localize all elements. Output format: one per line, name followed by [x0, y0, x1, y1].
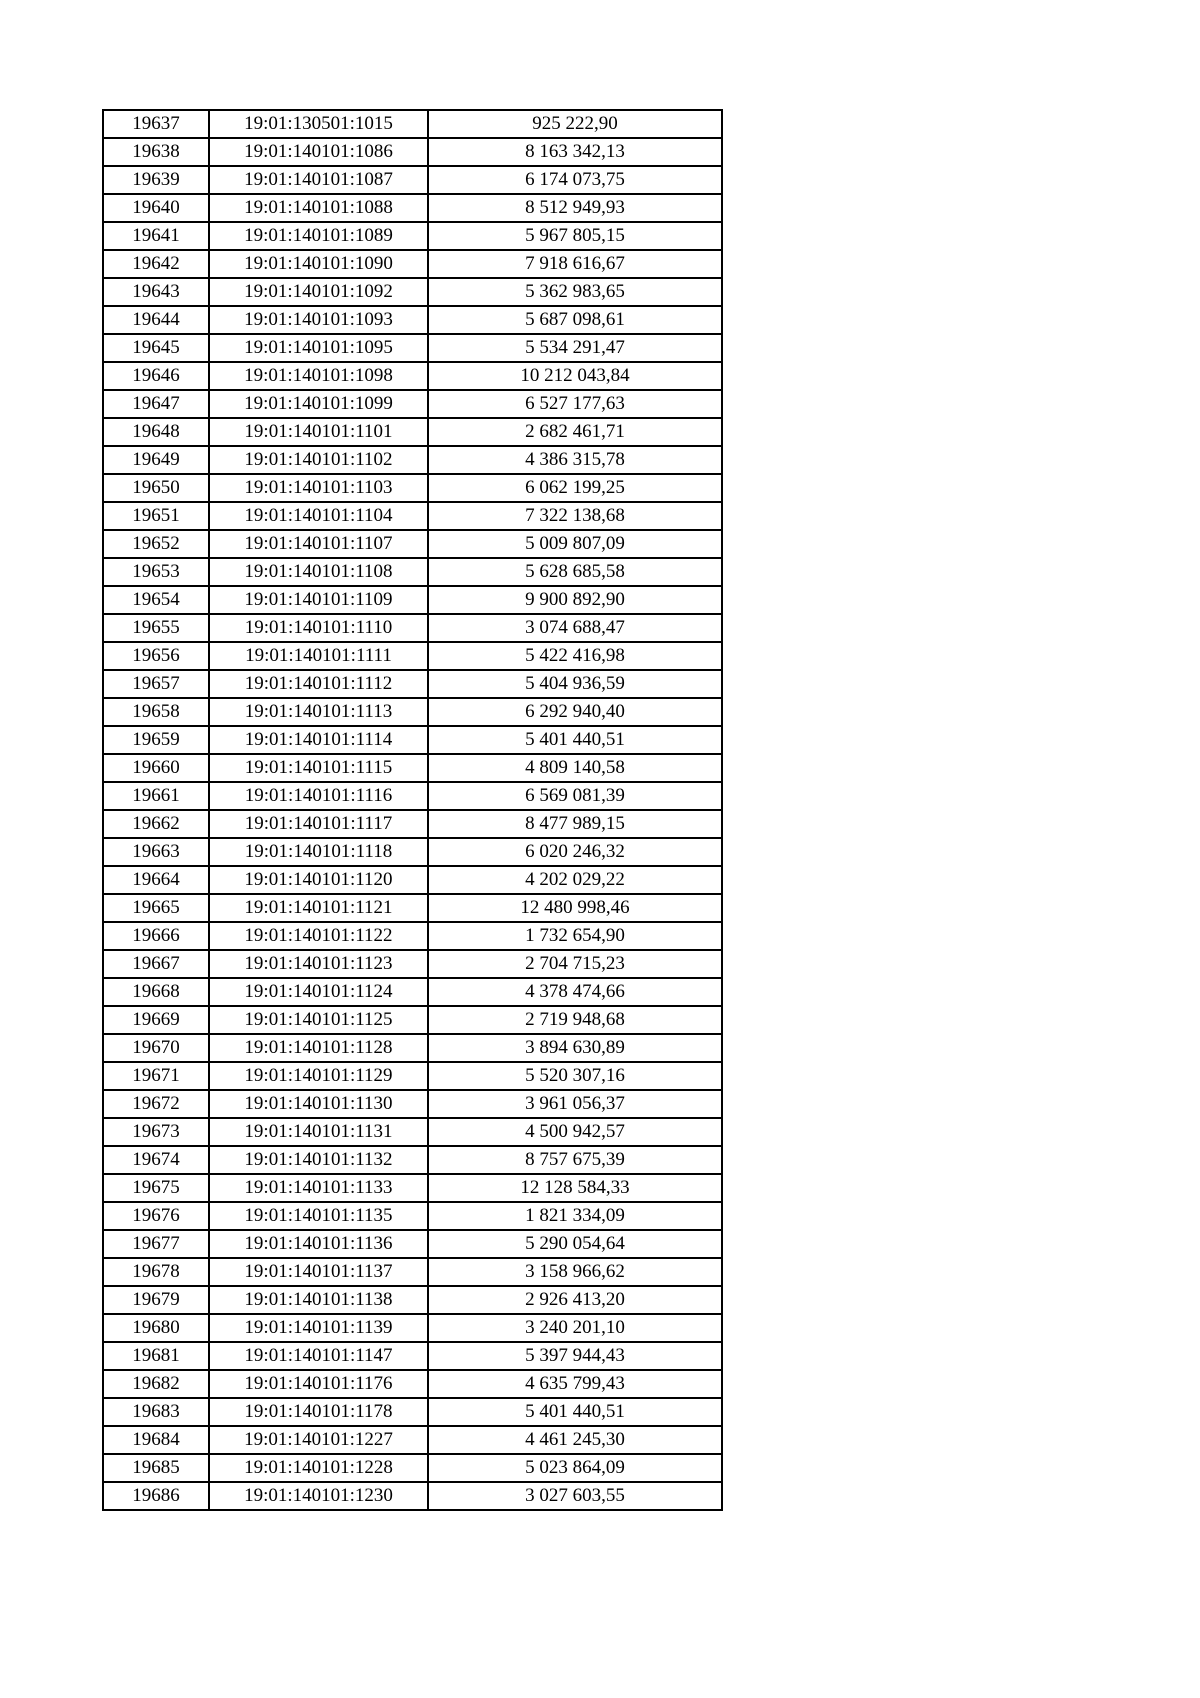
value-cell: 5 534 291,47: [428, 334, 722, 362]
value-cell: 4 386 315,78: [428, 446, 722, 474]
table-row: [103, 810, 722, 838]
value-cell: 8 757 675,39: [428, 1146, 722, 1174]
cadastral-number-cell: 19:01:140101:1138: [209, 1286, 428, 1314]
table-row: [103, 950, 722, 978]
value-cell: 6 174 073,75: [428, 166, 722, 194]
value-cell: 4 635 799,43: [428, 1370, 722, 1398]
value-cell: 2 682 461,71: [428, 418, 722, 446]
value-cell: 5 397 944,43: [428, 1342, 722, 1370]
value-cell: 12 480 998,46: [428, 894, 722, 922]
row-number-cell: 19643: [103, 278, 209, 306]
table-row: [103, 838, 722, 866]
row-number-cell: 19667: [103, 950, 209, 978]
cadastral-number-cell: 19:01:140101:1116: [209, 782, 428, 810]
row-number-cell: 19639: [103, 166, 209, 194]
table-row: [103, 866, 722, 894]
row-number-cell: 19682: [103, 1370, 209, 1398]
table-body: [103, 110, 722, 1510]
cadastral-number-cell: 19:01:140101:1123: [209, 950, 428, 978]
cadastral-number-cell: 19:01:140101:1139: [209, 1314, 428, 1342]
table-row: [103, 390, 722, 418]
value-cell: 8 512 949,93: [428, 194, 722, 222]
table-row: [103, 306, 722, 334]
table-row: [103, 1174, 722, 1202]
cadastral-number-cell: 19:01:140101:1124: [209, 978, 428, 1006]
cadastral-number-cell: 19:01:140101:1133: [209, 1174, 428, 1202]
row-number-cell: 19661: [103, 782, 209, 810]
table-row: [103, 1286, 722, 1314]
cadastral-number-cell: 19:01:140101:1095: [209, 334, 428, 362]
table-row: [103, 1062, 722, 1090]
row-number-cell: 19656: [103, 642, 209, 670]
cadastral-number-cell: 19:01:140101:1117: [209, 810, 428, 838]
table-row: [103, 446, 722, 474]
cadastral-number-cell: 19:01:130501:1015: [209, 110, 428, 138]
cadastral-number-cell: 19:01:140101:1129: [209, 1062, 428, 1090]
table-row: [103, 138, 722, 166]
cadastral-number-cell: 19:01:140101:1130: [209, 1090, 428, 1118]
cadastral-number-cell: 19:01:140101:1110: [209, 614, 428, 642]
row-number-cell: 19675: [103, 1174, 209, 1202]
row-number-cell: 19671: [103, 1062, 209, 1090]
table-row: [103, 194, 722, 222]
row-number-cell: 19666: [103, 922, 209, 950]
cadastral-number-cell: 19:01:140101:1178: [209, 1398, 428, 1426]
table-row: [103, 1258, 722, 1286]
value-cell: 4 500 942,57: [428, 1118, 722, 1146]
table-row: [103, 1006, 722, 1034]
table-row: [103, 474, 722, 502]
row-number-cell: 19637: [103, 110, 209, 138]
cadastral-number-cell: 19:01:140101:1137: [209, 1258, 428, 1286]
table-row: [103, 334, 722, 362]
value-cell: 4 461 245,30: [428, 1426, 722, 1454]
table-row: [103, 222, 722, 250]
table-row: [103, 782, 722, 810]
table-row: [103, 418, 722, 446]
cadastral-number-cell: 19:01:140101:1111: [209, 642, 428, 670]
table-row: [103, 1230, 722, 1258]
value-cell: 6 527 177,63: [428, 390, 722, 418]
table-row: [103, 614, 722, 642]
value-cell: 7 322 138,68: [428, 502, 722, 530]
row-number-cell: 19649: [103, 446, 209, 474]
row-number-cell: 19658: [103, 698, 209, 726]
row-number-cell: 19681: [103, 1342, 209, 1370]
row-number-cell: 19677: [103, 1230, 209, 1258]
value-cell: 10 212 043,84: [428, 362, 722, 390]
table-row: [103, 670, 722, 698]
table-row: [103, 1342, 722, 1370]
table-row: [103, 362, 722, 390]
value-cell: 6 020 246,32: [428, 838, 722, 866]
cadastral-number-cell: 19:01:140101:1132: [209, 1146, 428, 1174]
value-cell: 5 404 936,59: [428, 670, 722, 698]
value-cell: 1 821 334,09: [428, 1202, 722, 1230]
table-row: [103, 1426, 722, 1454]
row-number-cell: 19663: [103, 838, 209, 866]
cadastral-number-cell: 19:01:140101:1107: [209, 530, 428, 558]
table-row: [103, 1146, 722, 1174]
row-number-cell: 19659: [103, 726, 209, 754]
row-number-cell: 19670: [103, 1034, 209, 1062]
row-number-cell: 19672: [103, 1090, 209, 1118]
value-cell: 6 569 081,39: [428, 782, 722, 810]
table-row: [103, 698, 722, 726]
value-cell: 1 732 654,90: [428, 922, 722, 950]
row-number-cell: 19653: [103, 558, 209, 586]
cadastral-number-cell: 19:01:140101:1089: [209, 222, 428, 250]
table-row: [103, 642, 722, 670]
row-number-cell: 19652: [103, 530, 209, 558]
cadastral-value-table: [102, 109, 723, 1511]
cadastral-number-cell: 19:01:140101:1118: [209, 838, 428, 866]
cadastral-number-cell: 19:01:140101:1093: [209, 306, 428, 334]
row-number-cell: 19680: [103, 1314, 209, 1342]
value-cell: 5 401 440,51: [428, 726, 722, 754]
value-cell: 2 704 715,23: [428, 950, 722, 978]
value-cell: 9 900 892,90: [428, 586, 722, 614]
cadastral-number-cell: 19:01:140101:1092: [209, 278, 428, 306]
table-row: [103, 502, 722, 530]
table-row: [103, 754, 722, 782]
cadastral-number-cell: 19:01:140101:1088: [209, 194, 428, 222]
cadastral-number-cell: 19:01:140101:1136: [209, 1230, 428, 1258]
table-row: [103, 726, 722, 754]
value-cell: 5 687 098,61: [428, 306, 722, 334]
row-number-cell: 19664: [103, 866, 209, 894]
value-cell: 5 023 864,09: [428, 1454, 722, 1482]
row-number-cell: 19662: [103, 810, 209, 838]
value-cell: 6 062 199,25: [428, 474, 722, 502]
row-number-cell: 19657: [103, 670, 209, 698]
table-row: [103, 1034, 722, 1062]
table-row: [103, 250, 722, 278]
cadastral-number-cell: 19:01:140101:1090: [209, 250, 428, 278]
row-number-cell: 19678: [103, 1258, 209, 1286]
cadastral-number-cell: 19:01:140101:1086: [209, 138, 428, 166]
table-row: [103, 278, 722, 306]
value-cell: 5 290 054,64: [428, 1230, 722, 1258]
row-number-cell: 19650: [103, 474, 209, 502]
cadastral-number-cell: 19:01:140101:1227: [209, 1426, 428, 1454]
table-row: [103, 1482, 722, 1510]
row-number-cell: 19660: [103, 754, 209, 782]
row-number-cell: 19665: [103, 894, 209, 922]
row-number-cell: 19669: [103, 1006, 209, 1034]
value-cell: 3 027 603,55: [428, 1482, 722, 1510]
table-row: [103, 1370, 722, 1398]
row-number-cell: 19638: [103, 138, 209, 166]
cadastral-number-cell: 19:01:140101:1108: [209, 558, 428, 586]
cadastral-number-cell: 19:01:140101:1131: [209, 1118, 428, 1146]
table-row: [103, 978, 722, 1006]
table-row: [103, 530, 722, 558]
cadastral-number-cell: 19:01:140101:1087: [209, 166, 428, 194]
value-cell: 4 378 474,66: [428, 978, 722, 1006]
table-row: [103, 1202, 722, 1230]
cadastral-number-cell: 19:01:140101:1230: [209, 1482, 428, 1510]
value-cell: 5 628 685,58: [428, 558, 722, 586]
row-number-cell: 19685: [103, 1454, 209, 1482]
table-row: [103, 558, 722, 586]
table-row: [103, 110, 722, 138]
value-cell: 12 128 584,33: [428, 1174, 722, 1202]
value-cell: 7 918 616,67: [428, 250, 722, 278]
row-number-cell: 19648: [103, 418, 209, 446]
cadastral-number-cell: 19:01:140101:1121: [209, 894, 428, 922]
value-cell: 5 422 416,98: [428, 642, 722, 670]
row-number-cell: 19684: [103, 1426, 209, 1454]
row-number-cell: 19645: [103, 334, 209, 362]
table-row: [103, 1314, 722, 1342]
value-cell: 3 158 966,62: [428, 1258, 722, 1286]
row-number-cell: 19673: [103, 1118, 209, 1146]
value-cell: 3 074 688,47: [428, 614, 722, 642]
value-cell: 8 477 989,15: [428, 810, 722, 838]
value-cell: 3 961 056,37: [428, 1090, 722, 1118]
cadastral-number-cell: 19:01:140101:1114: [209, 726, 428, 754]
row-number-cell: 19676: [103, 1202, 209, 1230]
cadastral-number-cell: 19:01:140101:1228: [209, 1454, 428, 1482]
cadastral-number-cell: 19:01:140101:1101: [209, 418, 428, 446]
row-number-cell: 19686: [103, 1482, 209, 1510]
row-number-cell: 19641: [103, 222, 209, 250]
row-number-cell: 19647: [103, 390, 209, 418]
cadastral-number-cell: 19:01:140101:1113: [209, 698, 428, 726]
row-number-cell: 19679: [103, 1286, 209, 1314]
cadastral-number-cell: 19:01:140101:1099: [209, 390, 428, 418]
value-cell: 4 809 140,58: [428, 754, 722, 782]
cadastral-number-cell: 19:01:140101:1135: [209, 1202, 428, 1230]
value-cell: 5 362 983,65: [428, 278, 722, 306]
value-cell: 8 163 342,13: [428, 138, 722, 166]
table-row: [103, 894, 722, 922]
row-number-cell: 19655: [103, 614, 209, 642]
table-row: [103, 922, 722, 950]
row-number-cell: 19651: [103, 502, 209, 530]
row-number-cell: 19654: [103, 586, 209, 614]
cadastral-number-cell: 19:01:140101:1109: [209, 586, 428, 614]
cadastral-number-cell: 19:01:140101:1176: [209, 1370, 428, 1398]
row-number-cell: 19642: [103, 250, 209, 278]
table-row: [103, 586, 722, 614]
cadastral-number-cell: 19:01:140101:1104: [209, 502, 428, 530]
cadastral-number-cell: 19:01:140101:1128: [209, 1034, 428, 1062]
row-number-cell: 19674: [103, 1146, 209, 1174]
row-number-cell: 19640: [103, 194, 209, 222]
row-number-cell: 19644: [103, 306, 209, 334]
cadastral-number-cell: 19:01:140101:1102: [209, 446, 428, 474]
cadastral-number-cell: 19:01:140101:1125: [209, 1006, 428, 1034]
value-cell: 3 894 630,89: [428, 1034, 722, 1062]
cadastral-number-cell: 19:01:140101:1120: [209, 866, 428, 894]
cadastral-number-cell: 19:01:140101:1112: [209, 670, 428, 698]
row-number-cell: 19683: [103, 1398, 209, 1426]
table-row: [103, 166, 722, 194]
row-number-cell: 19646: [103, 362, 209, 390]
table-row: [103, 1118, 722, 1146]
value-cell: 4 202 029,22: [428, 866, 722, 894]
value-cell: 925 222,90: [428, 110, 722, 138]
value-cell: 6 292 940,40: [428, 698, 722, 726]
cadastral-number-cell: 19:01:140101:1147: [209, 1342, 428, 1370]
value-cell: 5 401 440,51: [428, 1398, 722, 1426]
value-cell: 3 240 201,10: [428, 1314, 722, 1342]
value-cell: 5 520 307,16: [428, 1062, 722, 1090]
table-row: [103, 1454, 722, 1482]
table-row: [103, 1398, 722, 1426]
cadastral-number-cell: 19:01:140101:1103: [209, 474, 428, 502]
cadastral-number-cell: 19:01:140101:1115: [209, 754, 428, 782]
value-cell: 5 967 805,15: [428, 222, 722, 250]
cadastral-number-cell: 19:01:140101:1122: [209, 922, 428, 950]
row-number-cell: 19668: [103, 978, 209, 1006]
cadastral-number-cell: 19:01:140101:1098: [209, 362, 428, 390]
value-cell: 2 926 413,20: [428, 1286, 722, 1314]
table-row: [103, 1090, 722, 1118]
value-cell: 5 009 807,09: [428, 530, 722, 558]
value-cell: 2 719 948,68: [428, 1006, 722, 1034]
